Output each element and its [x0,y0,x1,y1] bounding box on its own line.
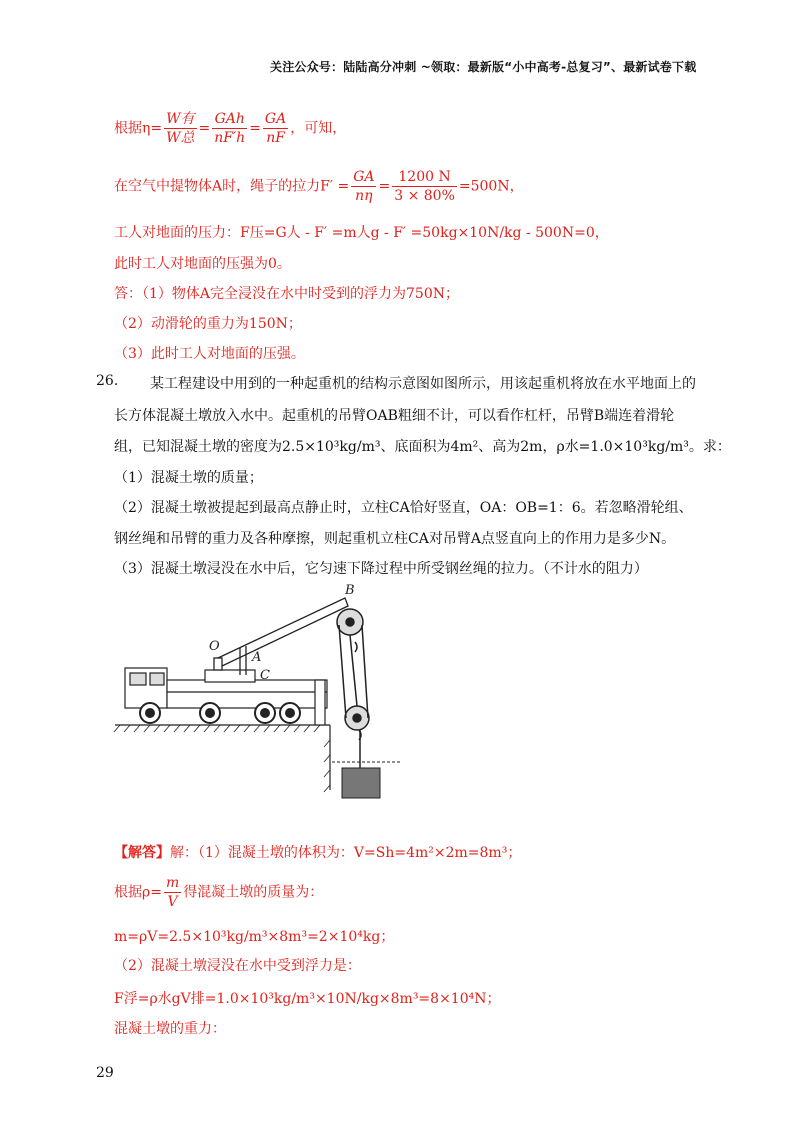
answer-2: （2）动滑轮的重力为150N； [114,316,302,332]
fraction-w: $\frac{\text{W有}}{\text{W总}}$ [166,111,195,146]
label-c: C [260,668,270,683]
formula-prefix: 根据η= [114,120,163,137]
pull-force-formula: 在空气中提物体A时，绳子的拉力F′ = $\frac{GA}{n\eta}$ = $\frac{1200 N}{3 \times 80\%}$ =500N， [114,169,524,204]
fraction-ga: $\frac{GA}{nF}$ [264,111,287,146]
density-formula: 根据ρ= $\frac{m}{V}$ 得混凝土墩的质量为： [114,875,324,910]
pressure-zero: 此时工人对地面的压强为0。 [114,256,291,272]
page-number: 29 [96,1065,114,1081]
problem-line-3: 组，已知混凝土墩的密度为2.5×10³kg/m³、底面积为4m²、高为2m，ρ水=1.0×10³kg/m³。求： [114,439,731,455]
water-tank [332,762,402,798]
gravity-line: 混凝土墩的重力： [114,1021,226,1037]
fraction-gah: $\frac{\text{GAh}}{nF'h}$ [214,111,246,146]
label-o: O [209,639,220,654]
mass-calc: m=ρV=2.5×10³kg/m³×8m³=2×10⁴kg； [114,929,395,945]
problem-line-4: （1）混凝土墩的质量； [114,470,263,486]
boom [214,598,348,675]
label-a: A [252,650,262,665]
pulley-system [337,609,369,768]
solution-line-1: 【解答】解：（1）混凝土墩的体积为：V=Sh=4m²×2m=8m³； [114,845,522,861]
fraction-m-v: $\frac{m}{V}$ [165,875,180,910]
label-b: B [345,583,355,598]
buoy-calc: F浮=ρ水gV排=1.0×10³kg/m³×10N/kg×8m³=8×10⁴N； [114,991,501,1007]
fraction-1200: $\frac{1200 N}{3 \times 80\%}$ [394,169,455,204]
problem-line-2: 长方体混凝土墩放入水中。起重机的吊臂OAB粗细不计，可以看作杠杆，吊臂B端连着滑轮 [114,408,675,424]
ground [114,725,330,792]
crane-figure [110,580,410,810]
answer-3: （3）此时工人对地面的压强。 [114,346,305,362]
efficiency-formula: 根据η= $\frac{\text{W有}}{\text{W总}}$ = $\frac{\text{GAh}}{nF'h}$ = $\frac{GA}{nF}$ ，可知， [114,111,347,146]
solution-tag: 【解答】 [114,845,170,861]
problem-line-1: 某工程建设中用到的一种起重机的结构示意图如图所示，用该起重机将放在水平地面上的 [150,376,696,392]
problem-number: 26. [96,373,119,389]
problem-line-7: （3）混凝土墩浸没在水中后，它匀速下降过程中所受钢丝绳的拉力。（不计水的阻力） [114,561,648,577]
buoy-title: （2）混凝土墩浸没在水中受到浮力是： [114,958,361,974]
page-header: 关注公众号：陆陆高分冲刺 ~领取：最新版“小中高考-总复习”、最新试卷下载 [270,60,697,74]
pressure-force: 工人对地面的压力：F压=G人 - F′ =m人g - F′ =50kg×10N/kg - 500N=0， [114,225,609,241]
fraction-ga-neta: $\frac{GA}{n\eta}$ [353,169,375,204]
problem-line-5: （2）混凝土墩被提起到最高点静止时，立柱CA恰好竖直，OA：OB=1：6。若忽略滑轮组、 [114,500,693,516]
problem-line-6: 钢丝绳和吊臂的重力及各种摩擦，则起重机立柱CA对吊臂A点竖直向上的作用力是多少N。 [114,531,676,547]
answer-1: 答：（1）物体A完全浸没在水中时受到的浮力为750N； [114,286,459,302]
